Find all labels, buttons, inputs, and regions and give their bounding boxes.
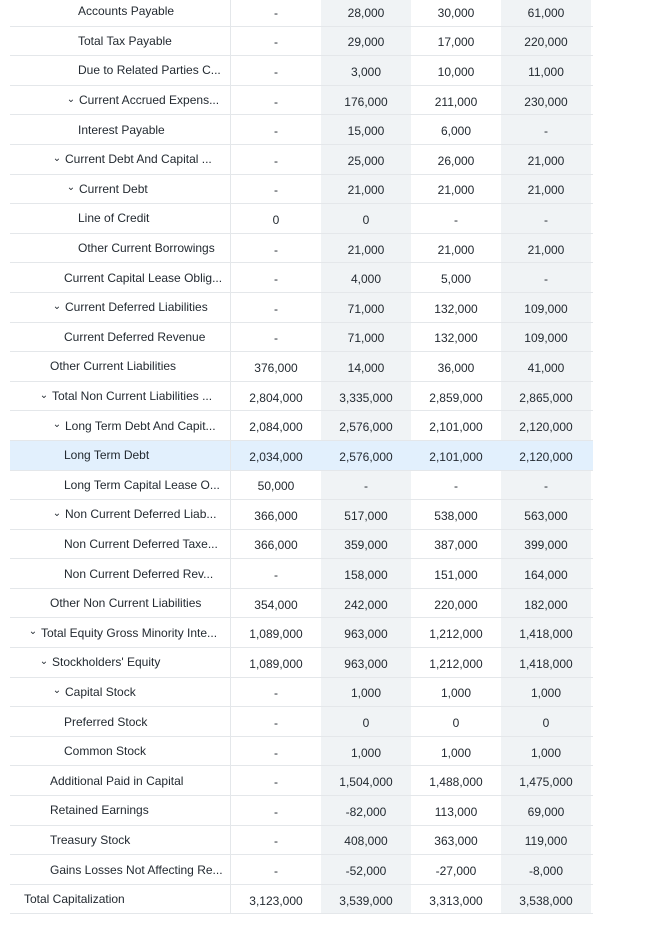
row-label: Common Stock	[10, 737, 231, 766]
row-label[interactable]: ⌄ Current Debt	[10, 175, 231, 204]
value-cell: 1,000	[501, 678, 591, 707]
table-row	[10, 323, 593, 353]
value-cell: 17,000	[437, 35, 475, 50]
row-label: Long Term Capital Lease O...	[10, 471, 231, 500]
table-row	[10, 500, 593, 530]
value-cell: -	[274, 834, 278, 849]
row-label[interactable]: ⌄ Total Non Current Liabilities ...	[10, 382, 231, 411]
table-row	[10, 530, 593, 560]
value-cell: 963,000	[321, 618, 411, 647]
value-cell: 0	[321, 204, 411, 233]
row-label[interactable]: ⌄ Current Deferred Liabilities	[10, 293, 231, 322]
row-label[interactable]: ⌄ Total Equity Gross Minority Inte...	[10, 618, 231, 647]
value-cell: 1,000	[321, 737, 411, 766]
value-cell: 21,000	[321, 234, 411, 263]
value-cell: 2,101,000	[429, 449, 483, 464]
table-row	[10, 411, 593, 441]
value-cell: 3,335,000	[321, 382, 411, 411]
value-cell: -	[501, 263, 591, 292]
balance-sheet-table	[10, 0, 593, 914]
table-row	[10, 352, 593, 382]
row-label: Retained Earnings	[10, 796, 231, 825]
row-label: Gains Losses Not Affecting Re...	[10, 855, 231, 884]
table-row	[10, 0, 593, 27]
value-cell: 21,000	[437, 242, 475, 257]
value-cell: 5,000	[440, 272, 472, 287]
row-label: Other Current Liabilities	[10, 352, 231, 381]
value-cell: 113,000	[434, 804, 478, 819]
table-row	[10, 175, 593, 205]
value-cell: -	[274, 272, 278, 287]
value-cell: 2,101,000	[429, 420, 483, 435]
value-cell: 132,000	[434, 331, 478, 346]
table-row	[10, 145, 593, 175]
value-cell: 517,000	[321, 500, 411, 529]
value-cell: -	[274, 716, 278, 731]
value-cell: -	[454, 212, 458, 227]
value-cell: 2,034,000	[249, 449, 303, 464]
value-cell: -	[321, 471, 411, 500]
value-cell: 69,000	[501, 796, 591, 825]
table-row	[10, 826, 593, 856]
value-cell: 2,804,000	[249, 390, 303, 405]
value-cell: 0	[501, 707, 591, 736]
value-cell: -82,000	[321, 796, 411, 825]
value-cell: 0	[452, 716, 460, 731]
table-row	[10, 855, 593, 885]
row-label: Current Capital Lease Oblig...	[10, 263, 231, 292]
chevron-down-icon[interactable]: ⌄	[66, 182, 76, 194]
value-cell: -	[274, 331, 278, 346]
value-cell: 3,313,000	[429, 893, 483, 908]
table-row-highlighted[interactable]	[10, 441, 593, 471]
value-cell: -	[501, 115, 591, 144]
value-cell: 3,538,000	[501, 885, 591, 914]
value-cell: 0	[272, 212, 280, 227]
chevron-down-icon[interactable]: ⌄	[52, 152, 62, 164]
value-cell: 399,000	[501, 530, 591, 559]
value-cell: 132,000	[434, 301, 478, 316]
table-row	[10, 707, 593, 737]
row-label: Non Current Deferred Taxe...	[10, 530, 231, 559]
table-row	[10, 471, 593, 501]
value-cell: 25,000	[321, 145, 411, 174]
value-cell: -	[274, 64, 278, 79]
value-cell: 119,000	[501, 826, 591, 855]
value-cell: 10,000	[437, 64, 475, 79]
value-cell: 359,000	[321, 530, 411, 559]
value-cell: 6,000	[440, 124, 472, 139]
table-row	[10, 885, 593, 915]
value-cell: -	[274, 301, 278, 316]
value-cell: 211,000	[434, 94, 478, 109]
table-row	[10, 204, 593, 234]
table-row	[10, 618, 593, 648]
value-cell: 21,000	[321, 175, 411, 204]
row-label: Current Deferred Revenue	[10, 323, 231, 352]
value-cell: 36,000	[437, 360, 475, 375]
value-cell: 158,000	[321, 559, 411, 588]
chevron-down-icon[interactable]: ⌄	[28, 626, 38, 638]
table-row	[10, 56, 593, 86]
table-row	[10, 263, 593, 293]
table-row	[10, 234, 593, 264]
value-cell: 1,000	[501, 737, 591, 766]
value-cell: 28,000	[321, 0, 411, 26]
value-cell: -	[501, 471, 591, 500]
table-row	[10, 678, 593, 708]
row-label: Long Term Debt	[10, 441, 231, 470]
value-cell: 109,000	[501, 323, 591, 352]
value-cell: 176,000	[321, 86, 411, 115]
row-label: Preferred Stock	[10, 707, 231, 736]
value-cell: 3,539,000	[321, 885, 411, 914]
row-label[interactable]: ⌄ Current Accrued Expens...	[10, 86, 231, 115]
table-row	[10, 293, 593, 323]
value-cell: 1,212,000	[429, 656, 483, 671]
value-cell: 71,000	[321, 293, 411, 322]
value-cell: 220,000	[501, 27, 591, 56]
table-row	[10, 115, 593, 145]
value-cell: 2,120,000	[501, 411, 591, 440]
row-label: Interest Payable	[10, 115, 231, 144]
value-cell: 220,000	[434, 597, 478, 612]
value-cell: 1,212,000	[429, 627, 483, 642]
chevron-down-icon[interactable]: ⌄	[39, 655, 49, 667]
value-cell: 2,576,000	[321, 411, 411, 440]
table-row	[10, 589, 593, 619]
table-row	[10, 648, 593, 678]
value-cell: 0	[321, 707, 411, 736]
value-cell: 50,000	[257, 479, 295, 494]
value-cell: 2,576,000	[321, 441, 411, 470]
value-cell: -	[274, 775, 278, 790]
value-cell: 1,000	[440, 686, 472, 701]
table-row	[10, 27, 593, 57]
row-label: Non Current Deferred Rev...	[10, 559, 231, 588]
value-cell: 1,089,000	[249, 656, 303, 671]
table-row	[10, 382, 593, 412]
value-cell: -	[274, 568, 278, 583]
value-cell: 230,000	[501, 86, 591, 115]
value-cell: 363,000	[434, 834, 478, 849]
value-cell: 21,000	[501, 175, 591, 204]
value-cell: 563,000	[501, 500, 591, 529]
row-label: Other Non Current Liabilities	[10, 589, 231, 618]
value-cell: -	[274, 686, 278, 701]
value-cell: 1,089,000	[249, 627, 303, 642]
value-cell: -	[274, 804, 278, 819]
value-cell: 387,000	[434, 538, 478, 553]
value-cell: 1,488,000	[429, 775, 483, 790]
value-cell: -	[274, 124, 278, 139]
value-cell: 1,000	[321, 678, 411, 707]
value-cell: 3,000	[321, 56, 411, 85]
value-cell: 1,475,000	[501, 766, 591, 795]
table-row	[10, 559, 593, 589]
row-label: Additional Paid in Capital	[10, 766, 231, 795]
value-cell: -52,000	[321, 855, 411, 884]
value-cell: 2,859,000	[429, 390, 483, 405]
value-cell: -	[274, 5, 278, 20]
value-cell: 354,000	[254, 597, 298, 612]
value-cell: 29,000	[321, 27, 411, 56]
chevron-down-icon[interactable]: ⌄	[52, 685, 62, 697]
value-cell: 4,000	[321, 263, 411, 292]
value-cell: -	[274, 153, 278, 168]
value-cell: 21,000	[501, 234, 591, 263]
value-cell: 15,000	[321, 115, 411, 144]
value-cell: -	[274, 35, 278, 50]
value-cell: 164,000	[501, 559, 591, 588]
value-cell: -27,000	[435, 864, 477, 879]
chevron-down-icon[interactable]: ⌄	[52, 507, 62, 519]
value-cell: -	[454, 479, 458, 494]
value-cell: 61,000	[501, 0, 591, 26]
value-cell: -	[274, 745, 278, 760]
value-cell: 21,000	[437, 183, 475, 198]
value-cell: 14,000	[321, 352, 411, 381]
value-cell: 366,000	[254, 508, 298, 523]
row-label: Due to Related Parties C...	[10, 56, 231, 85]
table-row	[10, 737, 593, 767]
table-row	[10, 86, 593, 116]
value-cell: 2,120,000	[501, 441, 591, 470]
row-label[interactable]: ⌄ Long Term Debt And Capit...	[10, 411, 231, 440]
value-cell: 21,000	[501, 145, 591, 174]
row-label[interactable]: ⌄ Stockholders' Equity	[10, 648, 231, 677]
row-label: Accounts Payable	[10, 0, 231, 26]
value-cell: 41,000	[501, 352, 591, 381]
chevron-down-icon[interactable]: ⌄	[52, 419, 62, 431]
value-cell: 366,000	[254, 538, 298, 553]
value-cell: 242,000	[321, 589, 411, 618]
value-cell: 151,000	[434, 568, 478, 583]
table-row	[10, 766, 593, 796]
value-cell: -	[274, 94, 278, 109]
row-label: Total Tax Payable	[10, 27, 231, 56]
value-cell: 26,000	[437, 153, 475, 168]
value-cell: 71,000	[321, 323, 411, 352]
chevron-down-icon[interactable]: ⌄	[66, 93, 76, 105]
value-cell: 1,418,000	[501, 618, 591, 647]
value-cell: 2,865,000	[501, 382, 591, 411]
value-cell: -	[274, 864, 278, 879]
row-label: Treasury Stock	[10, 826, 231, 855]
row-label: Line of Credit	[10, 204, 231, 233]
value-cell: 538,000	[434, 508, 478, 523]
value-cell: 182,000	[501, 589, 591, 618]
chevron-down-icon[interactable]: ⌄	[52, 300, 62, 312]
value-cell: 963,000	[321, 648, 411, 677]
value-cell: -8,000	[501, 855, 591, 884]
value-cell: -	[501, 204, 591, 233]
value-cell: 1,000	[440, 745, 472, 760]
value-cell: 3,123,000	[249, 893, 303, 908]
value-cell: 1,504,000	[321, 766, 411, 795]
row-label[interactable]: ⌄ Current Debt And Capital ...	[10, 145, 231, 174]
value-cell: -	[274, 242, 278, 257]
value-cell: 109,000	[501, 293, 591, 322]
value-cell: -	[274, 183, 278, 198]
value-cell: 30,000	[437, 5, 475, 20]
chevron-down-icon[interactable]: ⌄	[39, 389, 49, 401]
value-cell: 1,418,000	[501, 648, 591, 677]
value-cell: 2,084,000	[249, 420, 303, 435]
value-cell: 11,000	[501, 56, 591, 85]
row-label[interactable]: ⌄ Non Current Deferred Liab...	[10, 500, 231, 529]
row-label[interactable]: ⌄ Capital Stock	[10, 678, 231, 707]
value-cell: 408,000	[321, 826, 411, 855]
table-row	[10, 796, 593, 826]
row-label: Total Capitalization	[10, 885, 231, 914]
value-cell: 376,000	[254, 360, 298, 375]
row-label: Other Current Borrowings	[10, 234, 231, 263]
